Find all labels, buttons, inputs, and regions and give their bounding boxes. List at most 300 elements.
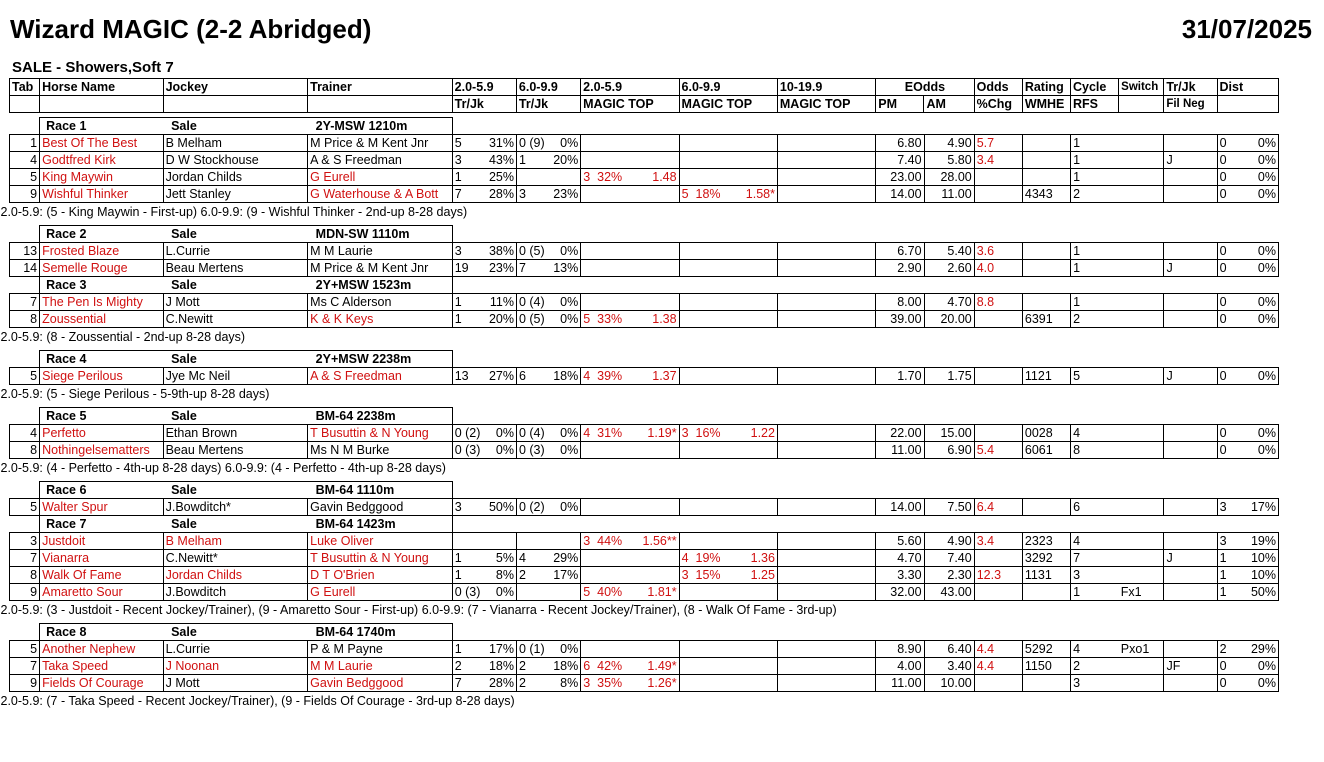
race-class-distance: 2Y+MSW 2238m (308, 351, 453, 368)
magic-10-19 (777, 533, 875, 550)
runner-trainer: T Busuttin & N Young (308, 550, 453, 567)
race-label: Race 5 (40, 408, 163, 425)
runner-horse-name: Walter Spur (40, 499, 163, 516)
trjk-2-5-pct (484, 533, 516, 550)
runner-row[interactable] (10, 550, 1279, 567)
race-venue-label: Sale (163, 482, 308, 499)
magic-2-5-rank (581, 442, 631, 459)
race-header-blank (876, 408, 924, 425)
magic-2-5-rank (581, 135, 631, 152)
cycle-rfs: 2 (1071, 658, 1119, 675)
runner-row[interactable] (10, 294, 1279, 311)
switch-value (1119, 311, 1164, 328)
rating-wmhe: 5292 (1022, 641, 1070, 658)
race-header-blank (1247, 226, 1278, 243)
trjk-6-9-count: 2 (516, 567, 548, 584)
magic-6-9-value: 1.22 (729, 425, 777, 442)
runner-row[interactable] (10, 499, 1279, 516)
race-class-distance: 2Y-MSW 1210m (308, 118, 453, 135)
race-header-blank (1164, 482, 1217, 499)
runner-tab: 8 (10, 567, 40, 584)
race-header-blank (1164, 516, 1217, 533)
cycle-rfs: 4 (1071, 533, 1119, 550)
magic-2-5-rank (581, 186, 631, 203)
race-header-blank (1217, 226, 1247, 243)
trjk-6-9-pct: 8% (549, 675, 581, 692)
trjk-2-5-count: 3 (452, 499, 484, 516)
magic-2-5-value (631, 641, 679, 658)
trjk-6-9-count: 0 (2) (516, 499, 548, 516)
runner-jockey: J.Bowditch* (163, 499, 308, 516)
trjk-2-5-count: 1 (452, 294, 484, 311)
race-header (10, 482, 1279, 499)
runner-jockey: J Mott (163, 294, 308, 311)
runner-horse-name: Amaretto Sour (40, 584, 163, 601)
trjk-filneg (1164, 425, 1217, 442)
cycle-rfs: 1 (1071, 135, 1119, 152)
switch-value (1119, 533, 1164, 550)
col-trainer: Trainer (308, 79, 453, 96)
magic-6-9-rank (679, 260, 729, 277)
race-label: Race 6 (40, 482, 163, 499)
report-date: 31/07/2025 (1181, 14, 1312, 44)
odds-change (974, 368, 1022, 385)
magic-6-9-rank (679, 499, 729, 516)
race-label: Race 2 (40, 226, 163, 243)
trjk-filneg (1164, 135, 1217, 152)
magic-6-9-value (729, 311, 777, 328)
runner-row[interactable] (10, 152, 1279, 169)
trjk-filneg: J (1164, 260, 1217, 277)
race-header-blank (1022, 408, 1070, 425)
magic-6-9-rank (679, 368, 729, 385)
runner-row[interactable] (10, 169, 1279, 186)
trjk-2-5-pct: 0% (484, 584, 516, 601)
col-eodds: EOdds (876, 79, 974, 96)
race-note: 2.0-5.9: (5 - Siege Perilous - 5-9th-up 8-28 days) (0, 387, 270, 401)
eodds-am: 5.80 (924, 152, 974, 169)
race-header-blank (974, 482, 1022, 499)
rating-wmhe (1022, 243, 1070, 260)
race-header-blank (581, 516, 631, 533)
switch-value (1119, 550, 1164, 567)
race-header (10, 351, 1279, 368)
magic-10-19 (777, 368, 875, 385)
race-header-blank (777, 118, 875, 135)
page-title: Wizard MAGIC (2-2 Abridged) (10, 14, 372, 44)
magic-2-5-rank (581, 641, 631, 658)
dist-count: 3 (1217, 499, 1247, 516)
eodds-am: 6.90 (924, 442, 974, 459)
race-header-blank (679, 118, 729, 135)
trjk-2-5-count: 3 (452, 243, 484, 260)
race-header-blank (1071, 408, 1119, 425)
eodds-pm: 1.70 (876, 368, 924, 385)
runner-trainer: K & K Keys (308, 311, 453, 328)
odds-change: 5.7 (974, 135, 1022, 152)
trjk-6-9-count: 0 (1) (516, 641, 548, 658)
race-table (0, 117, 1279, 714)
race-header-blank (777, 226, 875, 243)
race-header-blank (1071, 351, 1119, 368)
cycle-rfs: 5 (1071, 368, 1119, 385)
race-header-blank (581, 118, 631, 135)
runner-row[interactable] (10, 675, 1279, 692)
cycle-rfs: 2 (1071, 186, 1119, 203)
runner-tab: 3 (10, 533, 40, 550)
trjk-2-5-pct: 25% (484, 169, 516, 186)
trjk-2-5-pct: 8% (484, 567, 516, 584)
trjk-filneg (1164, 311, 1217, 328)
race-header-blank (729, 226, 777, 243)
magic-2-5-value: 1.49* (631, 658, 679, 675)
cycle-rfs: 1 (1071, 584, 1119, 601)
race-header-blank (1247, 482, 1278, 499)
magic-2-5-value: 1.37 (631, 368, 679, 385)
race-label: Race 1 (40, 118, 163, 135)
odds-change (974, 425, 1022, 442)
race-header-blank (679, 408, 729, 425)
magic-2-5-value (631, 499, 679, 516)
magic-6-9-value (729, 294, 777, 311)
trjk-2-5-pct: 5% (484, 550, 516, 567)
trjk-2-5-count (452, 533, 484, 550)
eodds-pm: 4.70 (876, 550, 924, 567)
runner-jockey: C.Newitt (163, 311, 308, 328)
magic-2-5-rank: 3 35% (581, 675, 631, 692)
rating-wmhe: 2323 (1022, 533, 1070, 550)
trjk-filneg (1164, 499, 1217, 516)
runner-row[interactable] (10, 584, 1279, 601)
dist-count: 0 (1217, 658, 1247, 675)
trjk-filneg (1164, 169, 1217, 186)
trjk-6-9-pct (549, 169, 581, 186)
runner-trainer: A & S Freedman (308, 368, 453, 385)
runner-tab: 9 (10, 675, 40, 692)
eodds-am: 10.00 (924, 675, 974, 692)
switch-value (1119, 567, 1164, 584)
runner-jockey: Ethan Brown (163, 425, 308, 442)
eodds-am: 11.00 (924, 186, 974, 203)
eodds-am: 6.40 (924, 641, 974, 658)
race-header-blank (1119, 118, 1164, 135)
dist-count: 0 (1217, 135, 1247, 152)
runner-row[interactable] (10, 311, 1279, 328)
odds-change (974, 550, 1022, 567)
trjk-6-9-count (516, 169, 548, 186)
race-header-blank (1119, 482, 1164, 499)
odds-change: 5.4 (974, 442, 1022, 459)
switch-value (1119, 135, 1164, 152)
race-header-blank (876, 118, 924, 135)
runner-trainer: Luke Oliver (308, 533, 453, 550)
race-header-blank (1071, 624, 1119, 641)
race-note: 2.0-5.9: (7 - Taka Speed - Recent Jockey/Trainer), (9 - Fields Of Courage - 3rd-up 8-28 days) (0, 694, 515, 708)
runner-jockey: J Noonan (163, 658, 308, 675)
switch-value: Fx1 (1119, 584, 1164, 601)
race-label: Race 3 (40, 277, 163, 294)
eodds-pm: 22.00 (876, 425, 924, 442)
col-jockey: Jockey (163, 79, 308, 96)
trjk-filneg (1164, 294, 1217, 311)
race-header-blank (777, 277, 875, 294)
eodds-pm: 11.00 (876, 675, 924, 692)
trjk-2-5-count: 19 (452, 260, 484, 277)
runner-jockey: L.Currie (163, 243, 308, 260)
race-header-blank (1022, 277, 1070, 294)
race-header-blank (516, 351, 548, 368)
switch-value (1119, 294, 1164, 311)
race-label: Race 8 (40, 624, 163, 641)
trjk-6-9-count: 3 (516, 186, 548, 203)
magic-6-9-rank (679, 135, 729, 152)
runner-row[interactable] (10, 368, 1279, 385)
eodds-am: 4.90 (924, 135, 974, 152)
magic-6-9-rank (679, 294, 729, 311)
dist-pct: 0% (1247, 260, 1278, 277)
trjk-6-9-pct: 0% (549, 425, 581, 442)
race-venue-label: Sale (163, 408, 308, 425)
col-sub-trjk-a: Tr/Jk (452, 96, 516, 113)
dist-count: 1 (1217, 584, 1247, 601)
magic-2-5-rank (581, 243, 631, 260)
race-header-blank (974, 516, 1022, 533)
race-header-blank (974, 277, 1022, 294)
col-sub-magic-c: MAGIC TOP (777, 96, 875, 113)
runner-tab: 5 (10, 368, 40, 385)
col-trjk-6-9: 6.0-9.9 (516, 79, 580, 96)
magic-2-5-value: 1.38 (631, 311, 679, 328)
magic-6-9-rank (679, 311, 729, 328)
race-header-blank (484, 351, 516, 368)
race-header-spacer (10, 482, 40, 499)
odds-change (974, 584, 1022, 601)
trjk-6-9-count: 0 (5) (516, 311, 548, 328)
runner-row[interactable] (10, 442, 1279, 459)
race-header-blank (516, 226, 548, 243)
race-header-blank (581, 408, 631, 425)
runner-tab: 8 (10, 311, 40, 328)
trjk-6-9-count: 0 (5) (516, 243, 548, 260)
dist-pct: 0% (1247, 425, 1278, 442)
race-header-blank (974, 226, 1022, 243)
magic-2-5-rank: 3 32% (581, 169, 631, 186)
rating-wmhe: 3292 (1022, 550, 1070, 567)
race-header-spacer (10, 408, 40, 425)
race-header-blank (549, 482, 581, 499)
trjk-6-9-pct: 20% (549, 152, 581, 169)
race-header-blank (1071, 277, 1119, 294)
trjk-6-9-count: 0 (9) (516, 135, 548, 152)
dist-pct: 0% (1247, 152, 1278, 169)
magic-6-9-value (729, 499, 777, 516)
runner-row[interactable] (10, 567, 1279, 584)
race-header-blank (777, 516, 875, 533)
dist-pct: 10% (1247, 550, 1278, 567)
trjk-6-9-count: 2 (516, 675, 548, 692)
runner-row[interactable] (10, 533, 1279, 550)
dist-pct: 0% (1247, 311, 1278, 328)
race-header-blank (924, 118, 974, 135)
col-sub-trjk-b: Tr/Jk (516, 96, 580, 113)
race-header-blank (1164, 118, 1217, 135)
runner-horse-name: Semelle Rouge (40, 260, 163, 277)
trjk-2-5-count: 1 (452, 567, 484, 584)
eodds-am: 28.00 (924, 169, 974, 186)
race-header-blank (484, 118, 516, 135)
runner-horse-name: King Maywin (40, 169, 163, 186)
magic-6-9-rank: 3 16% (679, 425, 729, 442)
magic-2-5-value: 1.26* (631, 675, 679, 692)
eodds-am: 1.75 (924, 368, 974, 385)
race-header-blank (876, 226, 924, 243)
race-header-blank (974, 351, 1022, 368)
eodds-am: 4.90 (924, 533, 974, 550)
runner-horse-name: Vianarra (40, 550, 163, 567)
col-sub-rfs: RFS (1070, 96, 1118, 113)
race-header-blank (876, 624, 924, 641)
race-header-blank (1071, 118, 1119, 135)
runner-horse-name: Taka Speed (40, 658, 163, 675)
race-header-blank (679, 624, 729, 641)
rating-wmhe: 1150 (1022, 658, 1070, 675)
runner-row[interactable] (10, 135, 1279, 152)
runner-trainer: M Price & M Kent Jnr (308, 260, 453, 277)
race-header-blank (924, 516, 974, 533)
runner-trainer: A & S Freedman (308, 152, 453, 169)
col-sub-wmhe: WMHE (1022, 96, 1070, 113)
trjk-2-5-count: 0 (2) (452, 425, 484, 442)
magic-2-5-rank (581, 260, 631, 277)
trjk-2-5-pct: 50% (484, 499, 516, 516)
odds-change: 12.3 (974, 567, 1022, 584)
race-header-spacer (10, 351, 40, 368)
race-class-distance: 2Y+MSW 1523m (308, 277, 453, 294)
runner-horse-name: Justdoit (40, 533, 163, 550)
race-header-blank (549, 351, 581, 368)
magic-6-9-value (729, 533, 777, 550)
race-header (10, 624, 1279, 641)
race-header-spacer (10, 516, 40, 533)
eodds-am: 43.00 (924, 584, 974, 601)
trjk-6-9-count (516, 584, 548, 601)
switch-value (1119, 243, 1164, 260)
race-header-blank (549, 516, 581, 533)
race-note: 2.0-5.9: (5 - King Maywin - First-up) 6.0-9.9: (9 - Wishful Thinker - 2nd-up 8-28 days) (0, 205, 468, 219)
race-venue-label: Sale (163, 516, 308, 533)
race-header-blank (452, 226, 484, 243)
runner-row[interactable] (10, 425, 1279, 442)
race-header-blank (679, 226, 729, 243)
odds-change: 3.4 (974, 533, 1022, 550)
switch-value (1119, 499, 1164, 516)
rating-wmhe (1022, 499, 1070, 516)
magic-6-9-rank (679, 243, 729, 260)
race-header-spacer (10, 277, 40, 294)
race-header-blank (924, 624, 974, 641)
race-header-blank (631, 351, 679, 368)
race-header-blank (1217, 351, 1247, 368)
runner-row[interactable] (10, 243, 1279, 260)
runner-trainer: Ms C Alderson (308, 294, 453, 311)
trjk-filneg: J (1164, 152, 1217, 169)
race-header-blank (581, 277, 631, 294)
magic-10-19 (777, 425, 875, 442)
magic-6-9-rank: 3 15% (679, 567, 729, 584)
dist-count: 0 (1217, 243, 1247, 260)
race-header (10, 226, 1279, 243)
eodds-am: 15.00 (924, 425, 974, 442)
runner-tab: 9 (10, 584, 40, 601)
col-sub-filneg: Fil Neg (1164, 96, 1217, 113)
rating-wmhe (1022, 260, 1070, 277)
runner-row[interactable] (10, 186, 1279, 203)
race-header-blank (777, 482, 875, 499)
runner-row[interactable] (10, 641, 1279, 658)
race-header-blank (1119, 516, 1164, 533)
dist-pct: 50% (1247, 584, 1278, 601)
runner-row[interactable] (10, 658, 1279, 675)
magic-10-19 (777, 584, 875, 601)
eodds-am: 4.70 (924, 294, 974, 311)
race-header-blank (452, 624, 484, 641)
trjk-6-9-pct: 0% (549, 294, 581, 311)
magic-2-5-value: 1.56** (631, 533, 679, 550)
trjk-2-5-count: 1 (452, 641, 484, 658)
magic-6-9-rank (679, 658, 729, 675)
runner-jockey: B Melham (163, 533, 308, 550)
race-note: 2.0-5.9: (4 - Perfetto - 4th-up 8-28 days) 6.0-9.9: (4 - Perfetto - 4th-up 8-28 days) (0, 461, 446, 475)
race-header-blank (1217, 118, 1247, 135)
runner-row[interactable] (10, 260, 1279, 277)
trjk-6-9-count: 0 (4) (516, 425, 548, 442)
magic-6-9-rank (679, 584, 729, 601)
magic-2-5-value (631, 550, 679, 567)
race-header-blank (484, 516, 516, 533)
race-header-blank (876, 351, 924, 368)
race-header-blank (549, 277, 581, 294)
magic-2-5-rank (581, 499, 631, 516)
magic-6-9-value (729, 584, 777, 601)
race-venue-label: Sale (163, 624, 308, 641)
runner-jockey: Jordan Childs (163, 567, 308, 584)
magic-2-5-rank (581, 550, 631, 567)
trjk-6-9-pct: 0% (549, 641, 581, 658)
runner-tab: 7 (10, 294, 40, 311)
col-magic-6-9: 6.0-9.9 (679, 79, 777, 96)
col-sub-magic-a: MAGIC TOP (581, 96, 679, 113)
race-header-blank (1022, 226, 1070, 243)
runner-tab: 1 (10, 135, 40, 152)
trjk-6-9-count: 7 (516, 260, 548, 277)
trjk-2-5-pct: 27% (484, 368, 516, 385)
col-horse-name: Horse Name (40, 79, 163, 96)
runner-jockey: J.Bowditch (163, 584, 308, 601)
trjk-filneg (1164, 584, 1217, 601)
switch-value (1119, 169, 1164, 186)
magic-2-5-rank: 6 42% (581, 658, 631, 675)
trjk-2-5-count: 13 (452, 368, 484, 385)
trjk-6-9-pct (549, 584, 581, 601)
cycle-rfs: 3 (1071, 567, 1119, 584)
cycle-rfs: 1 (1071, 294, 1119, 311)
race-header-blank (631, 624, 679, 641)
race-header-blank (924, 408, 974, 425)
eodds-am: 7.50 (924, 499, 974, 516)
odds-change: 3.4 (974, 152, 1022, 169)
trjk-2-5-pct: 28% (484, 675, 516, 692)
magic-2-5-rank (581, 294, 631, 311)
